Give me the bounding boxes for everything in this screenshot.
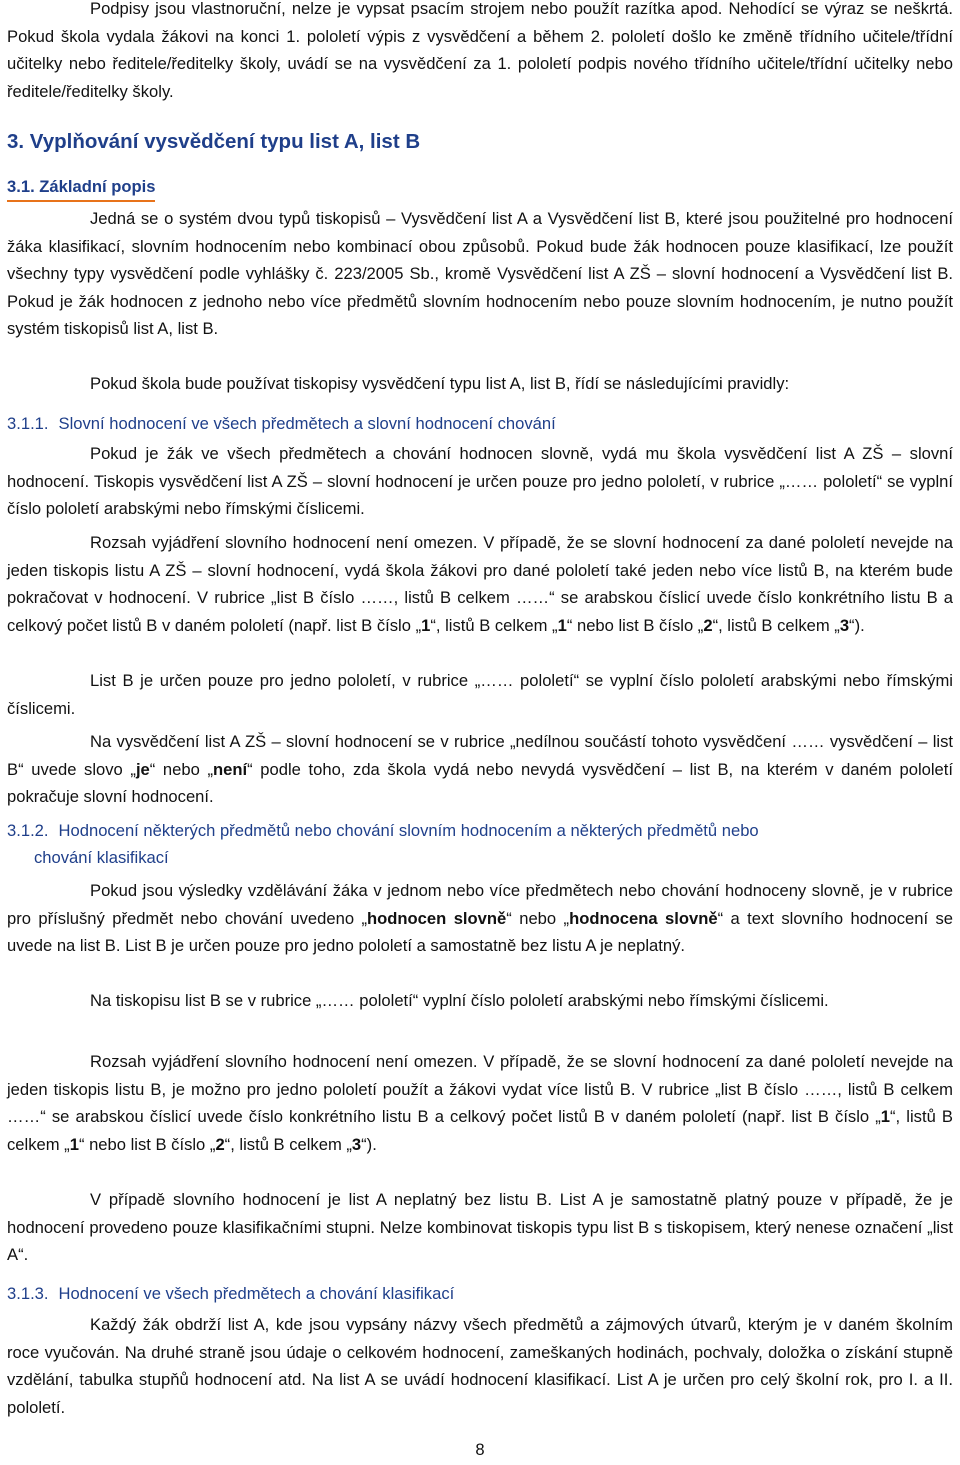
heading-number: 3.1.3. — [7, 1284, 49, 1303]
heading-number: 3.1.1. — [7, 414, 49, 433]
subsection-heading-3-1: 3.1. Základní popis — [7, 173, 155, 202]
paragraph-signatures: Podpisy jsou vlastnoruční, nelze je vypsat psacím strojem nebo použít razítka apod. Nehodící se výraz se neškrtá. Pokud škola vydala žákovi na konci 1. pololetí výpis z vysvědčení a během 2. pololetí došlo ke změně třídního učitele/třídní učitelky nebo ředitele/ředitelky školy, uvádí se na vysvědčení za 1. pololetí podpis nového třídního učitele/třídní učitelky nebo ředitele/ředitelky školy. — [7, 0, 953, 101]
heading-3-1-3 — [7, 1280, 454, 1307]
heading-text: Hodnocení ve všech předmětech a chování klasifikací — [58, 1284, 455, 1303]
heading-text-continued: chování klasifikací — [34, 848, 169, 867]
heading-number: 3.1.2. — [7, 821, 49, 840]
page-number: 8 — [475, 1440, 485, 1459]
paragraph-311-b: Rozsah vyjádření slovního hodnocení není omezen. V případě, že se slovní hodnocení za dané pololetí nevejde na jeden tiskopis listu A ZŠ – slovní hodnocení, vydá škola žákovi pro dané pololetí také jeden nebo více listů B, na kterém bude pokračovat v hodnocení. V rubrice „list B číslo ……, listů B celkem ……“ se arabskou číslicí uvede číslo konkrétního listu B a celkový počet listů B v daném pololetí (např. list B číslo „1“, listů B celkem „1“ nebo list B číslo „2“, listů B celkem „3“). — [7, 533, 953, 635]
paragraph-311-c: List B je určen pouze pro jedno pololetí, v rubrice „…… pololetí“ se vyplní číslo pololetí arabskými nebo římskými číslicemi. — [7, 671, 953, 718]
paragraph-basic-description: Jedná se o systém dvou typů tiskopisů – Vysvědčení list A a Vysvědčení list B, které jsou použitelné pro hodnocení žáka klasifikací, slovním hodnocením nebo kombinací obou způsobů. Pokud bude žák hodnocen pouze klasifikací, lze použít všechny typy vysvědčení podle vyhlášky č. 223/2005 Sb., kromě Vysvědčení list A ZŠ – slovní hodnocení a Vysvědčení list B. Pokud je žák hodnocen z jednoho nebo více předmětů slovním hodnocením nebo pouze slovním hodnocením, je nutno použít systém tiskopisů list A, list B. — [7, 209, 953, 338]
paragraph-312-a: Pokud jsou výsledky vzdělávání žáka v jednom nebo více předmětech nebo chování hodnoceny slovně, je v rubrice pro příslušný předmět nebo chování uvedeno „hodnocen slovně“ nebo „hodnocena slovně“ a text slovního hodnocení se uvede na list B. List B je určen pouze pro jedno pololetí a samostatně bez listu A je neplatný. — [7, 881, 954, 955]
paragraph-312-d: V případě slovního hodnocení je list A neplatný bez listu B. List A je samostatně platný pouze v případě, že je hodnocení provedeno pouze klasifikačními stupni. Nelze kombinovat tiskopis typu list B s tiskopisem, který nenese označení „list A“. — [7, 1190, 953, 1264]
paragraph-rules-intro: Pokud škola bude používat tiskopisy vysvědčení typu list A, list B, řídí se následujícími pravidly: — [90, 374, 790, 393]
heading-3-1-1 — [7, 410, 556, 437]
heading-3-1-2 — [7, 817, 937, 871]
paragraph-312-b: Na tiskopisu list B se v rubrice „…… pololetí“ vyplní číslo pololetí arabskými nebo římskými číslicemi. — [90, 991, 829, 1010]
heading-text: Slovní hodnocení ve všech předmětech a slovní hodnocení chování — [58, 414, 556, 433]
paragraph-312-c: Rozsah vyjádření slovního hodnocení není omezen. V případě, že se slovní hodnocení za dané pololetí nevejde na jeden tiskopis listu B, je možno pro jedno pololetí použít a žákovi vydat více listů B. V rubrice „list B číslo ……, listů B celkem ……“ se arabskou číslicí uvede číslo konkrétního listu B a celkový počet listů B v daném pololetí (např. list B číslo „1“, listů B celkem „1“ nebo list B číslo „2“, listů B celkem „3“). — [7, 1052, 953, 1154]
paragraph-311-a: Pokud je žák ve všech předmětech a chování hodnocen slovně, vydá mu škola vysvědčení list A ZŠ – slovní hodnocení. Tiskopis vysvědčení list A ZŠ – slovní hodnocení je určen pouze pro jedno pololetí, v rubrice „…… pololetí“ se vyplní číslo pololetí arabskými nebo římskými číslicemi. — [7, 444, 953, 518]
heading-text: Hodnocení některých předmětů nebo chování slovním hodnocením a některých předmětů nebo — [58, 821, 759, 840]
paragraph-311-d: Na vysvědčení list A ZŠ – slovní hodnocení se v rubrice „nedílnou součástí tohoto vysvědčení …… vysvědčení – list B“ uvede slovo „je“ nebo „není“ podle toho, zda škola vydá nebo nevydá vysvědčení – list B, na kterém v daném pololetí pokračuje slovní hodnocení. — [7, 732, 953, 806]
paragraph-313-a: Každý žák obdrží list A, kde jsou vypsány názvy všech předmětů a zájmových útvarů, kterým je v daném školním roce vyučován. Na druhé straně jsou údaje o celkovém hodnocení, zameškaných hodinách, pochvaly, doložka o získání stupně vzdělání, tabulka stupňů hodnocení atd. Na list A se uvádí hodnocení klasifikací. List A je určen pro celý školní rok, pro I. a II. pololetí. — [7, 1315, 953, 1417]
section-heading-3: 3. Vyplňování vysvědčení typu list A, list B — [7, 130, 421, 153]
